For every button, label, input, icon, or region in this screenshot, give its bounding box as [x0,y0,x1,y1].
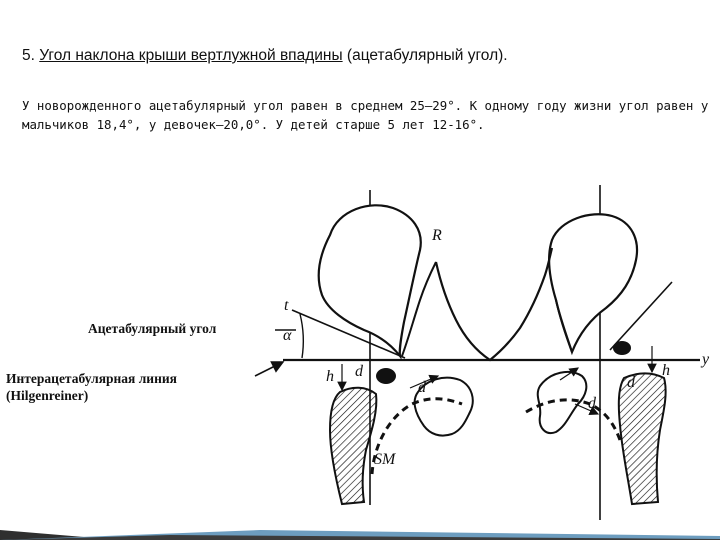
label-acetabular-angle: Ацетабулярный угол [88,321,217,336]
label-line-1: Интерацетабулярная линия [6,371,177,386]
letter-h-right: h [662,362,670,379]
letter-d-right: d [588,395,596,412]
letter-SM: SM [374,451,396,468]
letter-R: R [432,227,442,244]
right-femur [619,374,666,505]
letter-d-right2: d [627,374,635,391]
letter-d-left2: d [418,379,426,396]
sacrum-contour [436,248,552,360]
letter-h-left: h [326,368,334,385]
left-ossification-nucleus [376,368,396,384]
title-number: 5. [22,47,35,64]
label-pointer-line [255,362,283,376]
letter-y: y [702,351,710,368]
letter-alpha: α [283,327,292,344]
body-text: У новорожденного ацетабулярный угол равен в среднем 25—29°. К одному году жизни угол равен у мальчиков 18,4°, у девочек—20,0°. У детей старше 5 лет 12-16°. [22,98,709,132]
left-ilium [319,205,421,356]
title-underlined: Угол наклона крыши вертлужной впадины [39,47,343,64]
letter-t: t [284,297,289,314]
right-ilium [549,214,637,352]
footer-decoration [0,526,720,540]
right-pubis [538,372,587,433]
letter-d-left: d [355,363,363,380]
right-ossification-nucleus [613,341,631,355]
label-line-2: (Hilgenreiner) [6,388,89,403]
angle-arc [300,314,303,358]
title-suffix: (ацетабулярный угол). [346,47,508,64]
